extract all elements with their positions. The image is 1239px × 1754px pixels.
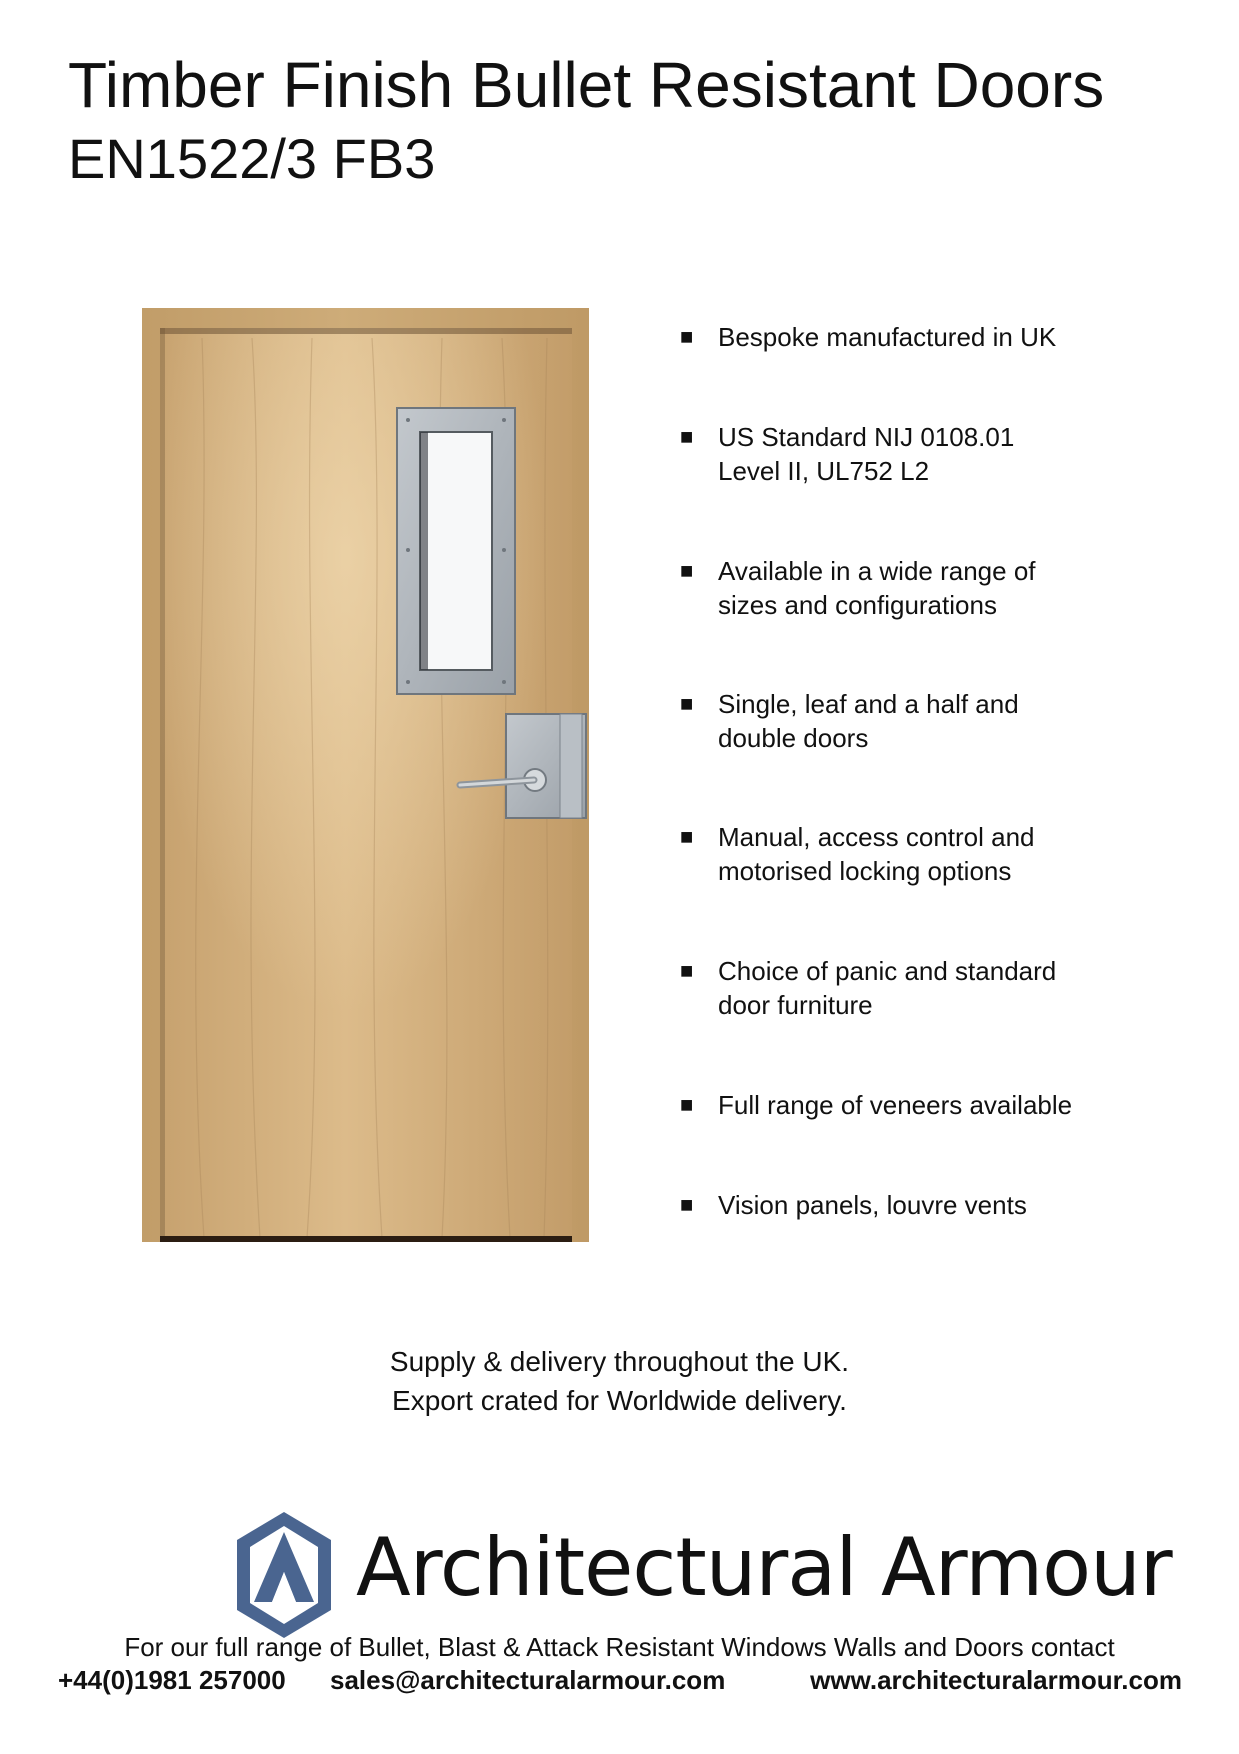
feature-text: Single, leaf and a half and xyxy=(718,689,1019,719)
feature-text: Manual, access control and xyxy=(718,822,1035,852)
vision-panel xyxy=(397,408,515,694)
feature-text: double doors xyxy=(718,723,869,753)
feature-text: Bespoke manufactured in UK xyxy=(718,322,1057,352)
feature-text: Vision panels, louvre vents xyxy=(718,1190,1027,1220)
page-title: Timber Finish Bullet Resistant Doors xyxy=(68,49,1105,121)
brand-name: Architectural Armour xyxy=(356,1521,1172,1614)
feature-item xyxy=(680,954,1200,1022)
bullet-icon: ■ xyxy=(680,691,694,716)
supply-line: Export crated for Worldwide delivery. xyxy=(392,1385,847,1416)
door-illustration xyxy=(142,308,589,1242)
feature-text: Level II, UL752 L2 xyxy=(718,456,930,486)
feature-item xyxy=(680,420,1200,488)
bullet-icon: ■ xyxy=(680,958,694,983)
bullet-icon: ■ xyxy=(680,424,694,449)
feature-text: motorised locking options xyxy=(718,856,1012,886)
phone-number[interactable]: +44(0)1981 257000 xyxy=(58,1665,286,1695)
page-subtitle: EN1522/3 FB3 xyxy=(68,127,436,190)
supply-note xyxy=(0,1342,1239,1420)
feature-text: Available in a wide range of xyxy=(718,556,1036,586)
feature-item xyxy=(680,554,1200,622)
feature-text: door furniture xyxy=(718,990,873,1020)
feature-text: sizes and configurations xyxy=(718,590,997,620)
bullet-icon: ■ xyxy=(680,558,694,583)
feature-item xyxy=(680,820,1200,888)
feature-text: US Standard NIJ 0108.01 xyxy=(718,422,1015,452)
brand-logo xyxy=(234,1510,1172,1640)
bullet-icon: ■ xyxy=(680,324,694,349)
contact-line: For our full range of Bullet, Blast & Attack Resistant Windows Walls and Doors contact xyxy=(124,1632,1115,1662)
website-link[interactable]: www.architecturalarmour.com xyxy=(810,1665,1182,1695)
email-link[interactable]: sales@architecturalarmour.com xyxy=(330,1665,726,1695)
feature-item xyxy=(680,1188,1200,1222)
feature-item xyxy=(680,320,1200,354)
bullet-icon: ■ xyxy=(680,1092,694,1117)
feature-item xyxy=(680,1088,1200,1122)
bullet-icon: ■ xyxy=(680,824,694,849)
contact-details xyxy=(58,1665,1182,1699)
feature-text: Full range of veneers available xyxy=(718,1090,1073,1120)
feature-text: Choice of panic and standard xyxy=(718,956,1057,986)
bullet-icon: ■ xyxy=(680,1192,694,1217)
supply-line: Supply & delivery throughout the UK. xyxy=(389,1346,850,1377)
feature-item xyxy=(680,687,1200,755)
hexagon-logo-icon xyxy=(234,1510,334,1640)
